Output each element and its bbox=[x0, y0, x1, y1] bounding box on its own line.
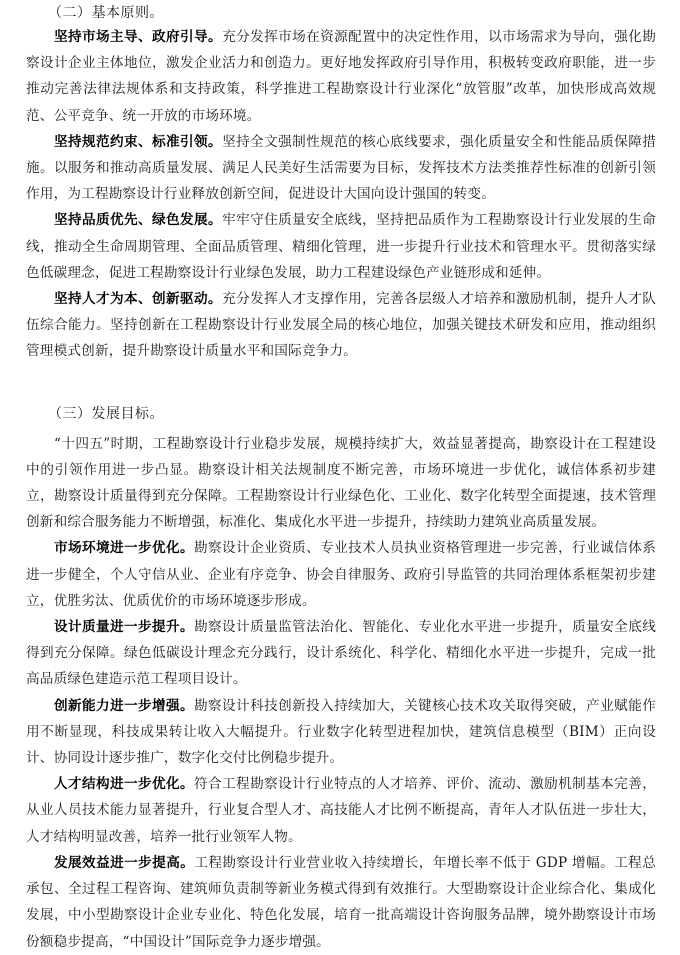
principle-talent-text: 充分发挥人才支撑作用，完善各层级人才培养和激励机制，提升人才队伍综合能力。坚持创新在工程勘察设计行业发展全局的核心地位，加强关键技术研发和应用，推动组织管理模式创新，提升勘察设计质量水平和国际竞争力。 bbox=[26, 291, 656, 360]
goal-benefit-paragraph bbox=[26, 850, 656, 955]
principle-standards-paragraph bbox=[26, 129, 656, 208]
section-spacer bbox=[26, 365, 656, 403]
goal-talent-lead: 人才结构进一步优化。 bbox=[54, 776, 195, 793]
principle-market-text: 充分发挥市场在资源配置中的决定性作用，以市场需求为导向，强化勘察设计企业主体地位，激发企业活力和创造力。更好地发挥政府引导作用，积极转变政府职能，进一步推动完善法律法规体系和支持政策，科学推进工程勘察设计行业深化“放管服”改革，加快形成高效规范、公平竞争、统一开放的市场环境。 bbox=[26, 29, 656, 124]
principle-talent-lead: 坚持人才为本、创新驱动。 bbox=[54, 291, 223, 308]
goals-intro-paragraph: “十四五”时期，工程勘察设计行业稳步发展，规模持续扩大，效益显著提高，勘察设计在工程建设中的引领作用进一步凸显。勘察设计相关法规制度不断完善，市场环境进一步优化，诚信体系初步建立，勘察设计质量得到充分保障。工程勘察设计行业绿色化、工业化、数字化转型全面提速，技术管理创新和综合服务能力不断增强，标准化、集成化水平进一步提升，持续助力建筑业高质量发展。 bbox=[26, 435, 656, 531]
principle-standards-lead: 坚持规范约束、标准引领。 bbox=[54, 133, 223, 150]
goal-benefit-text: 工程勘察设计行业营业收入持续增长，年增长率不低于 GDP 增幅。工程总承包、全过程工程咨询、建筑师负责制等新业务模式得到有效推行。大型勘察设计企业综合化、集成化发展，中小型勘察设计企业专业化、特色化发展，培育一批高端设计咨询服务品牌，境外勘察设计市场份额稳步提高，“中国设计”国际竞争力逐步增强。 bbox=[26, 854, 657, 950]
goal-benefit-lead: 发展效益进一步提高。 bbox=[54, 854, 195, 871]
goal-market-text: 勘察设计企业资质、专业技术人员执业资格管理进一步完善，行业诚信体系进一步健全，个人守信从业、企业有序竞争、协会自律服务、政府引导监管的共同治理体系框架初步建立，优胜劣汰、优质优价的市场环境逐步形成。 bbox=[26, 540, 656, 609]
goal-market-lead: 市场环境进一步优化。 bbox=[54, 540, 195, 557]
section-heading-principles: （二）基本原则。 bbox=[48, 5, 164, 21]
principle-quality-paragraph bbox=[26, 207, 656, 286]
goal-quality-lead: 设计质量进一步提升。 bbox=[54, 619, 195, 636]
goal-talent-text: 符合工程勘察设计行业特点的人才培养、评价、流动、激励机制基本完善，从业人员技术能力显著提升，行业复合型人才、高技能人才比例不断提高，青年人才队伍进一步壮大，人才结构明显改善，培养一批行业领军人物。 bbox=[26, 776, 656, 845]
goal-quality-paragraph bbox=[26, 614, 656, 693]
goal-market-paragraph bbox=[26, 535, 656, 614]
section-heading-goals: （三）发展目标。 bbox=[48, 405, 164, 422]
principle-quality-lead: 坚持品质优先、绿色发展。 bbox=[54, 212, 223, 229]
principle-talent-paragraph bbox=[26, 286, 656, 365]
principle-quality-text: 牢牢守住质量安全底线，坚持把品质作为工程勘察设计行业发展的生命线，推动全生命周期管理、全面品质管理、精细化管理，进一步提升行业技术和管理水平。贯彻落实绿色低碳理念，促进工程勘察设计行业绿色发展，助力工程建设绿色产业链形成和延伸。 bbox=[26, 212, 656, 281]
principle-standards-text: 坚持全文强制性规范的核心底线要求，强化质量安全和性能品质保障措施。以服务和推动高质量发展、满足人民美好生活需要为目标，发挥技术方法类推荐性标准的创新引领作用，为工程勘察设计行业释放创新空间，促进设计大国向设计强国的转变。 bbox=[26, 133, 656, 203]
principle-market-paragraph bbox=[26, 24, 656, 129]
goal-innovation-text: 勘察设计科技创新投入持续加大，关键核心技术攻关取得突破，产业赋能作用不断显现，科技成果转让收入大幅提升。行业数字化转型进程加快，建筑信息模型（BIM）正向设计、协同设计逐步推广，数字化交付比例稳步提升。 bbox=[26, 697, 656, 767]
principle-market-lead: 坚持市场主导、政府引导。 bbox=[54, 29, 223, 45]
goal-innovation-paragraph bbox=[26, 693, 656, 772]
goal-innovation-lead: 创新能力进一步增强。 bbox=[54, 697, 195, 714]
goal-talent-paragraph bbox=[26, 771, 656, 850]
goal-quality-text: 勘察设计质量监管法治化、智能化、专业化水平进一步提升，质量安全底线得到充分保障。绿色低碳设计理念充分践行，设计系统化、科学化、精细化水平进一步提升，完成一批高品质绿色建造示范工程项目设计。 bbox=[26, 619, 656, 688]
